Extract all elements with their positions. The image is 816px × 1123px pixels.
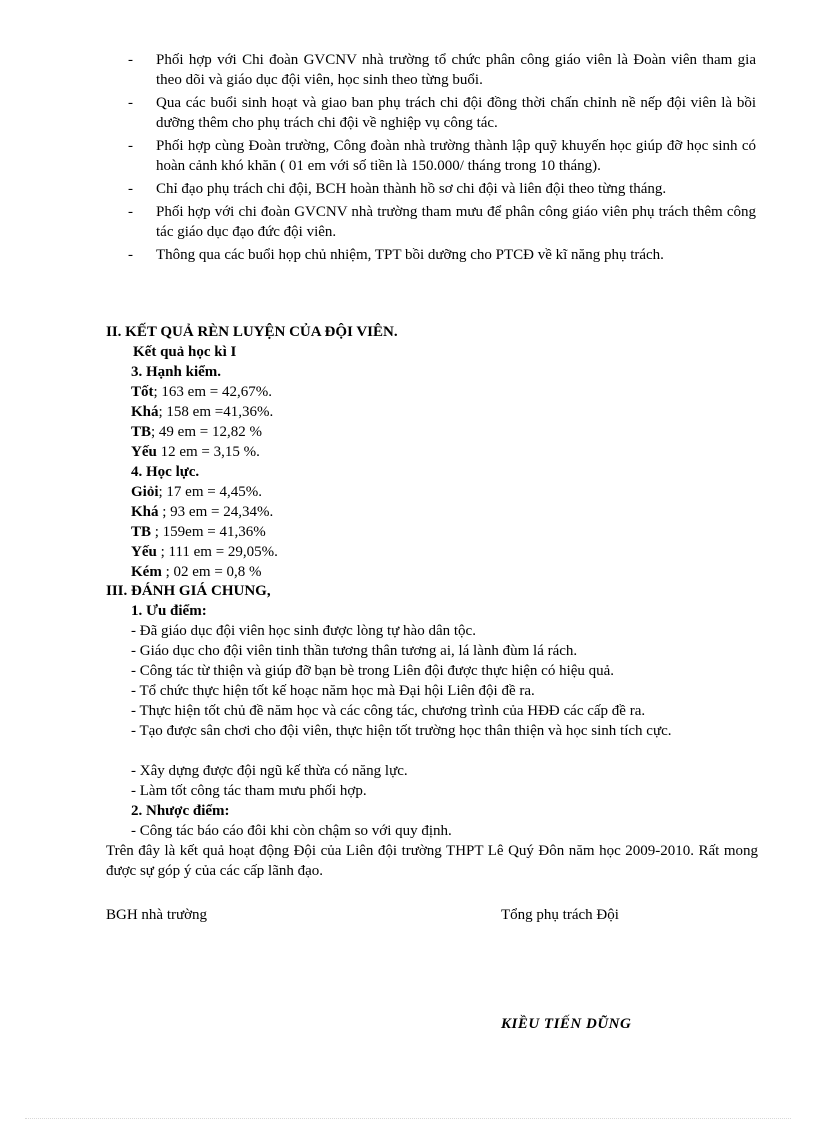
strength-item: - Giáo dục cho đội viên tinh thần tương thân tương ai, lá lành đùm lá rách. (131, 643, 578, 659)
academic-row: TB ; 159em = 41,36% (131, 524, 266, 540)
list-item: - Phối hợp với chi đoàn GVCNV nhà trường tham mưu để phân công giáo viên phụ trách thêm công tác giáo dục đạo đức đội viên. (128, 204, 756, 240)
strength-item: - Đã giáo dục đội viên học sinh được lòng tự hào dân tộc. (131, 623, 476, 639)
academic-row: Khá ; 93 em = 24,34%. (131, 504, 274, 520)
list-item: - Thông qua các buổi họp chủ nhiệm, TPT bồi dưỡng cho PTCĐ về kĩ năng phụ trách. (128, 247, 664, 263)
strengths-heading: 1. Ưu điểm: (131, 603, 207, 619)
academic-row: Yếu ; 111 em = 29,05%. (131, 544, 278, 560)
list-item: - Chỉ đạo phụ trách chi đội, BCH hoàn thành hồ sơ chi đội và liên đội theo từng tháng. (128, 181, 667, 197)
conduct-heading: 3. Hạnh kiểm. (131, 364, 222, 380)
academic-row: Kém ; 02 em = 0,8 % (131, 564, 262, 580)
list-item: - Qua các buổi sinh hoạt và giao ban phụ trách chi đội đồng thời chấn chỉnh nề nếp đội viên là bồi dưỡng thêm cho phụ trách chi đội về nghiệp vụ công tác. (128, 95, 756, 131)
strength-item: - Tổ chức thực hiện tốt kế hoạc năm học mà Đại hội Liên đội đề ra. (131, 683, 535, 699)
strength-item: - Công tác từ thiện và giúp đỡ bạn bè trong Liên đội được thực hiện có hiệu quả. (131, 663, 615, 679)
strength-item: - Thực hiện tốt chủ đề năm học và các công tác, chương trình của HĐĐ các cấp đề ra. (131, 703, 646, 719)
page-bottom-divider (25, 1118, 791, 1119)
conduct-row: Yếu 12 em = 3,15 %. (131, 444, 260, 460)
list-item: - Phối hợp cùng Đoàn trường, Công đoàn nhà trường thành lập quỹ khuyến học giúp đỡ học sinh có hoàn cảnh khó khăn ( 01 em với số tiền là 150.000/ tháng trong 10 tháng). (128, 138, 756, 174)
weakness-item: - Công tác báo cáo đôi khi còn chậm so với quy định. (131, 823, 452, 839)
section-2-heading: II. KẾT QUẢ RÈN LUYỆN CỦA ĐỘI VIÊN. (106, 324, 398, 340)
closing-paragraph: Trên đây là kết quả hoạt động Đội của Liên đội trường THPT Lê Quý Đôn năm học 2009-2010. Rất mong được sự góp ý của các cấp lãnh đạo. (106, 843, 758, 879)
academic-row: Giỏi; 17 em = 4,45%. (131, 484, 262, 500)
signature-right-label: Tổng phụ trách Đội (501, 907, 619, 923)
strength-item: - Xây dựng được đội ngũ kế thừa có năng lực. (131, 763, 408, 779)
academic-heading: 4. Học lực. (131, 464, 200, 480)
conduct-row: Tốt; 163 em = 42,67%. (131, 384, 272, 400)
conduct-row: Khá; 158 em =41,36%. (131, 404, 274, 420)
activity-list (128, 50, 756, 268)
strength-item: - Tạo được sân chơi cho đội viên, thực hiện tốt trường học thân thiện và học sinh tích cực. (131, 723, 672, 739)
weakness-heading: 2. Nhược điểm: (131, 803, 230, 819)
conduct-row: TB; 49 em = 12,82 % (131, 424, 262, 440)
strength-item: - Làm tốt công tác tham mưu phối hợp. (131, 783, 367, 799)
signature-left-label: BGH nhà trường (106, 907, 208, 923)
signature-right-name: KIỀU TIẾN DŨNG (501, 1016, 632, 1032)
list-item: - Phối hợp với Chi đoàn GVCNV nhà trường tổ chức phân công giáo viên là Đoàn viên tham gia theo dõi và giáo dục đội viên, học sinh theo từng buổi. (128, 52, 756, 88)
section-3-heading: III. ĐÁNH GIÁ CHUNG, (106, 583, 271, 599)
term-heading: Kết quả học kì I (133, 344, 237, 360)
